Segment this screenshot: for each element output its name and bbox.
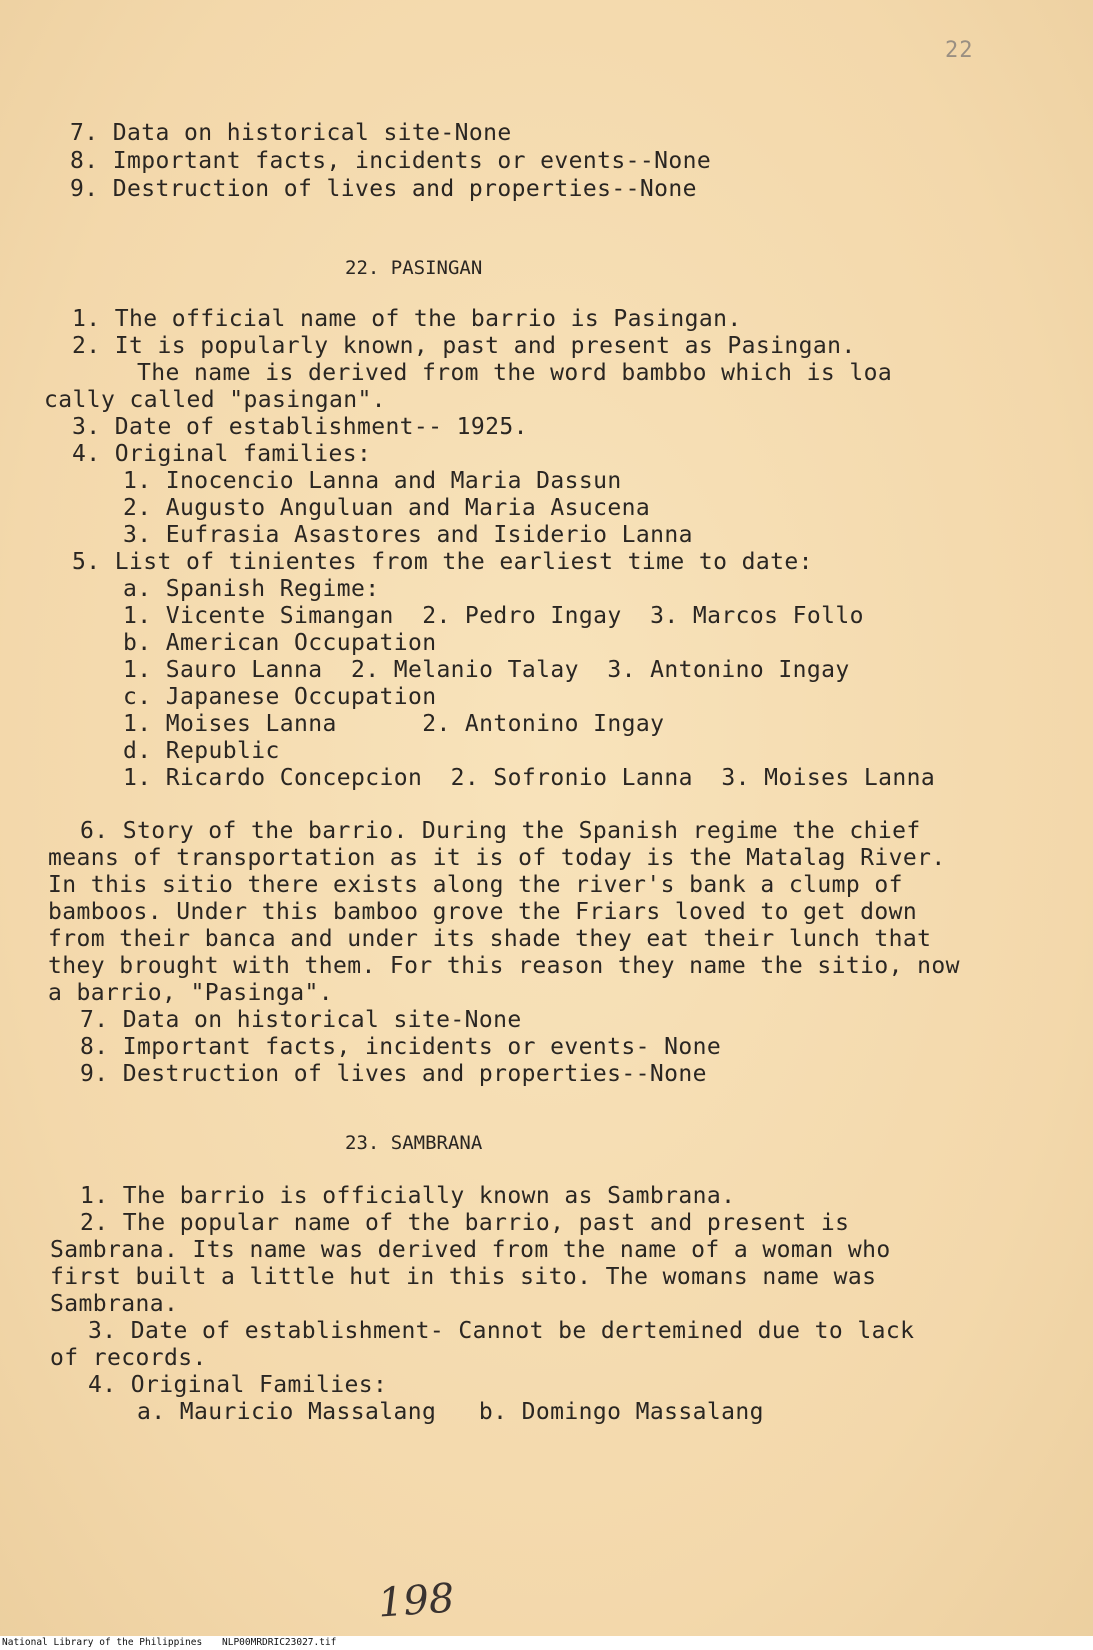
text-line: bamboos. Under this bamboo grove the Friars loved to get down [48,899,918,925]
text-line: 1. Sauro Lanna 2. Melanio Talay 3. Antonino Ingay [123,657,850,683]
page-number: 22 [945,38,974,63]
text-line: 2. The popular name of the barrio, past and present is [80,1210,850,1236]
text-line: 2. Augusto Anguluan and Maria Asucena [123,495,651,521]
section-heading: 23. SAMBRANA [345,1132,483,1154]
text-line: In this sitio there exists along the river's bank a clump of [48,872,903,898]
text-line: b. American Occupation [123,630,437,656]
text-line: The name is derived from the word bambbo which is loa [137,360,893,386]
section-heading: 22. PASINGAN [345,257,483,279]
text-line: 7. Data on historical site-None [80,1007,522,1033]
text-line: Sambrana. Its name was derived from the name of a woman who [50,1237,891,1263]
footer-bar [0,1636,1093,1650]
text-line: 9. Destruction of lives and properties--None [70,176,697,202]
text-line: a. Spanish Regime: [123,576,380,602]
text-line: 4. Original Families: [88,1372,388,1398]
text-line: 3. Date of establishment-- 1925. [72,414,528,440]
text-line: 1. Moises Lanna 2. Antonino Ingay [123,711,665,737]
text-line: 8. Important facts, incidents or events--None [70,148,712,174]
text-line: 6. Story of the barrio. During the Spanish regime the chief [80,818,921,844]
text-line: 4. Original families: [72,441,372,467]
text-line: 1. The barrio is officially known as Sambrana. [80,1183,736,1209]
text-line: they brought with them. For this reason they name the sitio, now [48,953,960,979]
text-line: first built a little hut in this sito. The womans name was [50,1264,877,1290]
text-line: d. Republic [123,738,280,764]
text-line: 1. The official name of the barrio is Pasingan. [72,306,742,332]
text-line: means of transportation as it is of today is the Matalag River. [48,845,946,871]
text-line: Sambrana. [50,1291,179,1317]
text-line: 7. Data on historical site-None [70,120,512,146]
text-line: 1. Ricardo Concepcion 2. Sofronio Lanna 3. Moises Lanna [123,765,936,791]
text-line: 1. Vicente Simangan 2. Pedro Ingay 3. Marcos Follo [123,603,864,629]
footer-file: NLP00MRDRIC23027.tif [222,1637,337,1648]
text-line: 3. Date of establishment- Cannot be dertemined due to lack [88,1318,915,1344]
text-line: a barrio, "Pasinga". [48,980,333,1006]
text-line: cally called "pasingan". [44,387,386,413]
text-line: 1. Inocencio Lanna and Maria Dassun [123,468,622,494]
text-line: c. Japanese Occupation [123,684,437,710]
text-line: 8. Important facts, incidents or events- None [80,1034,722,1060]
text-line: a. Mauricio Massalang b. Domingo Massalang [137,1399,764,1425]
text-line: of records. [50,1345,207,1371]
text-line: 9. Destruction of lives and properties--None [80,1061,707,1087]
footer-library: National Library of the Philippines [2,1637,203,1648]
text-line: 3. Eufrasia Asastores and Isiderio Lanna [123,522,693,548]
text-line: 5. List of tinientes from the earliest time to date: [72,549,813,575]
text-line: from their banca and under its shade they eat their lunch that [48,926,932,952]
handwritten-number: 198 [376,1575,456,1627]
text-line: 2. It is popularly known, past and present as Pasingan. [72,333,856,359]
